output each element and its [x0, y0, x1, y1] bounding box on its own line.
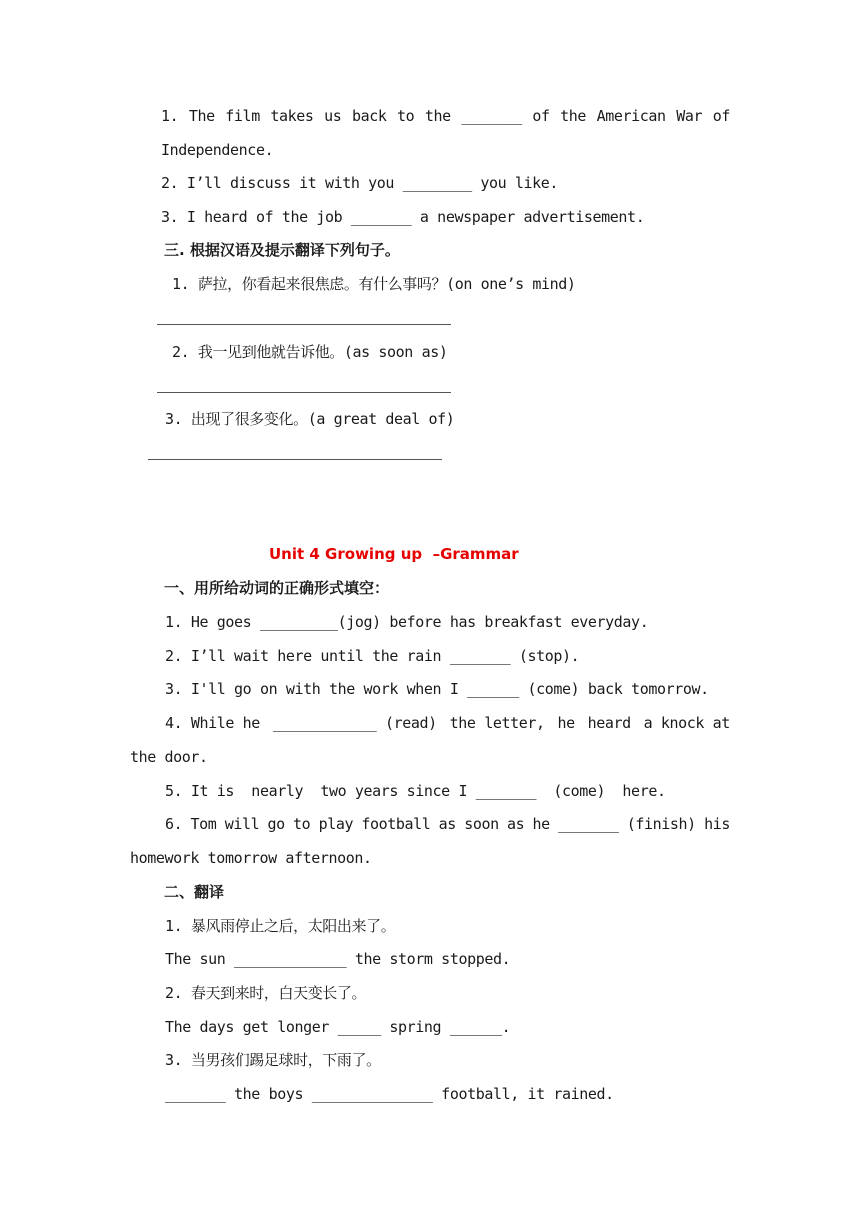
grammar-q6-word-10: he [532, 815, 550, 833]
section-3-heading: 三. 根据汉语及提示翻译下列句子。 [164, 241, 400, 259]
translation-item-3: 3. 出现了很多变化。(a great deal of) [165, 410, 455, 428]
grammar-question-6-line-2: homework tomorrow afternoon. [130, 849, 372, 867]
grammar-question-4-line-1 [165, 714, 730, 732]
grammar-q6-word-2: will [224, 815, 260, 833]
exercise-a-q1-word-2: film [225, 107, 260, 125]
translate-item-1-english: The sun _____________ the storm stopped. [165, 950, 511, 968]
grammar-question-3: 3. I'll go on with the work when I ______ (come) back tomorrow. [165, 680, 709, 698]
exercise-a-question-3: 3. I heard of the job _______ a newspaper advertisement. [161, 208, 645, 226]
exercise-a-question-1-line-1 [161, 107, 730, 125]
exercise-a-q1-word-7: the [424, 107, 451, 125]
grammar-q6-word-12: (finish) [626, 815, 696, 833]
grammar-q4-word-3: he [557, 714, 575, 732]
translate-item-3-chinese: 3. 当男孩们踢足球时，下雨了。 [165, 1051, 381, 1069]
grammar-question-2: 2. I’ll wait here until the rain _______ (stop). [165, 647, 580, 665]
exercise-a-q1-word-4: us [324, 107, 342, 125]
grammar-q4-word-1: ____________ (read) [272, 714, 437, 732]
grammar-q6-word-0: 6. [165, 815, 183, 833]
exercise-a-q1-word-6: to [397, 107, 415, 125]
translation-item-2: 2. 我一见到他就告诉他。(as soon as) [172, 343, 448, 361]
exercise-a-q1-word-12: War [676, 107, 703, 125]
grammar-q4-word-0: 4. While he [165, 714, 260, 732]
grammar-q6-word-4: to [293, 815, 311, 833]
translation-item-1: 1. 萨拉，你看起来很焦虑。有什么事吗？(on one’s mind) [172, 275, 576, 293]
exercise-a-q1-word-8: _______ [461, 107, 522, 125]
exercise-a-question-2: 2. I’ll discuss it with you ________ you like. [161, 174, 559, 192]
answer-line-3[interactable] [148, 459, 442, 460]
exercise-a-q1-word-1: The [188, 107, 215, 125]
grammar-q4-word-2: the letter, [449, 714, 545, 732]
grammar-q6-word-7: as [438, 815, 456, 833]
grammar-question-5: 5. It is nearly two years since I _______ (come) here. [165, 782, 666, 800]
exercise-a-q1-word-13: of [712, 107, 730, 125]
translate-item-1-chinese: 1. 暴风雨停止之后，太阳出来了。 [165, 917, 396, 935]
grammar-q4-word-5: a knock at [643, 714, 730, 732]
grammar-q6-word-6: football [361, 815, 431, 833]
unit-title: Unit 4 Growing up –Grammar [269, 545, 519, 563]
translate-item-3-english: _______ the boys ______________ football, it rained. [165, 1085, 614, 1103]
part-1-heading: 一、用所给动词的正确形式填空： [164, 579, 390, 597]
grammar-q6-word-11: _______ [558, 815, 619, 833]
exercise-a-q1-word-5: back [351, 107, 387, 125]
part-2-heading: 二、翻译 [164, 883, 225, 901]
translate-item-2-chinese: 2. 春天到来时，白天变长了。 [165, 984, 367, 1002]
grammar-q4-word-4: heard [587, 714, 631, 732]
exercise-a-q1-word-0: 1. [161, 107, 179, 125]
grammar-q6-word-8: soon [464, 815, 499, 833]
grammar-question-1: 1. He goes _________(jog) before has breakfast everyday. [165, 613, 649, 631]
exercise-a-question-1-line-2: Independence. [161, 141, 274, 159]
grammar-q6-word-3: go [267, 815, 285, 833]
exercise-a-q1-word-9: of [532, 107, 550, 125]
exercise-a-q1-word-10: the [560, 107, 587, 125]
answer-line-1[interactable] [157, 324, 451, 325]
translate-item-2-english: The days get longer _____ spring ______. [165, 1018, 511, 1036]
answer-line-2[interactable] [157, 392, 451, 393]
grammar-q6-word-9: as [507, 815, 525, 833]
grammar-q6-word-5: play [318, 815, 354, 833]
grammar-q6-word-13: his [704, 815, 730, 833]
exercise-a-q1-word-11: American [596, 107, 666, 125]
grammar-q6-word-1: Tom [190, 815, 217, 833]
exercise-a-q1-word-3: takes [270, 107, 314, 125]
grammar-question-6-line-1 [165, 815, 730, 833]
grammar-question-4-line-2: the door. [130, 748, 208, 766]
